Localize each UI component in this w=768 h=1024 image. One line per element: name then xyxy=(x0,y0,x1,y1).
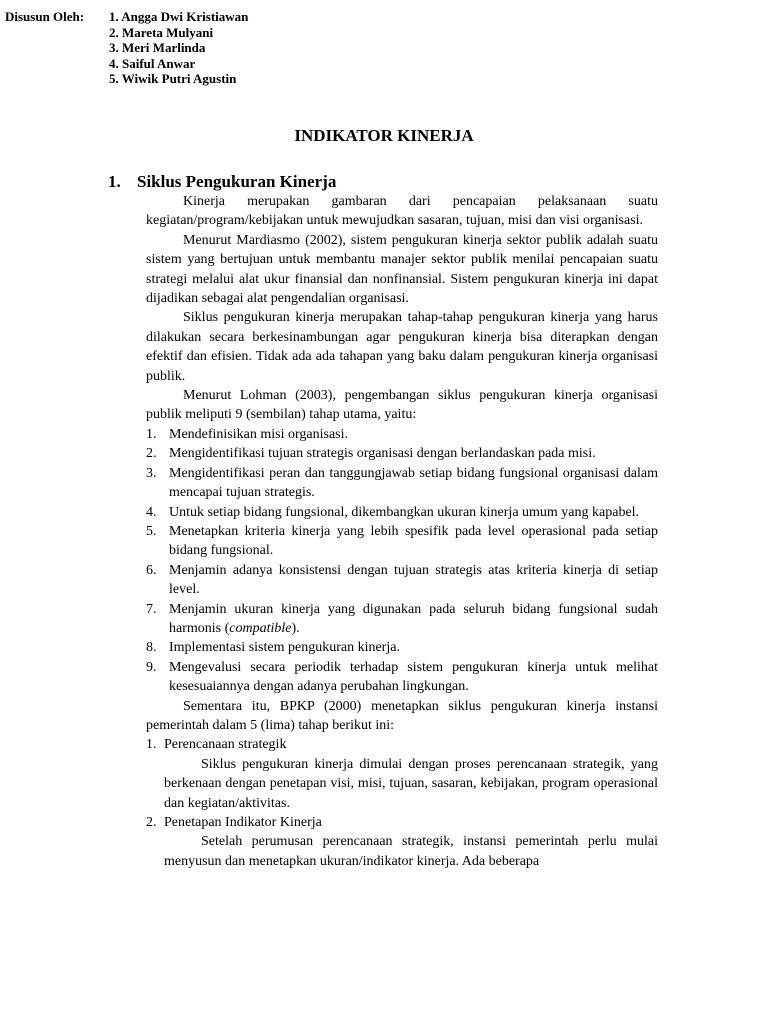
list-number: 5. xyxy=(146,523,157,539)
document-body xyxy=(146,192,658,871)
author-name: 2. Mareta Mulyani xyxy=(109,24,214,40)
list-text: Mengidentifikasi peran dan tanggungjawab setiap bidang fungsional organisasi dalam mencapai tujuan strategis. xyxy=(169,465,658,501)
list-item xyxy=(146,600,658,639)
list-text: Implementasi sistem pengukuran kinerja. xyxy=(169,640,400,656)
list-text: Untuk setiap bidang fungsional, dikembangkan ukuran kinerja umum yang kapabel. xyxy=(169,504,640,520)
paragraph: Menurut Mardiasmo (2002), sistem pengukuran kinerja sektor publik adalah suatu sistem yang bertujuan untuk membantu manajer sektor publik menilai pencapaian suatu strategi melalui alat ukur finansial dan nonfinansial. Sistem pengukuran kinerja ini dapat dijadikan sebagai alat pengendalian organisasi. xyxy=(146,232,658,307)
list-number: 2. xyxy=(146,815,157,830)
list-item xyxy=(146,425,658,444)
paragraph: Menurut Lohman (2003), pengembangan siklus pengukuran kinerja organisasi publik meliputi 9 (sembilan) tahap utama, yaitu: xyxy=(146,388,658,423)
author-name: 3. Meri Marlinda xyxy=(109,40,206,55)
list-number: 8. xyxy=(146,640,157,656)
list-item xyxy=(146,522,658,561)
list-item xyxy=(146,464,658,503)
list-item xyxy=(146,444,658,463)
author-row xyxy=(5,71,248,87)
list-number: 6. xyxy=(146,562,157,578)
author-row xyxy=(5,9,248,25)
list-item xyxy=(146,735,658,813)
author-row xyxy=(5,25,248,41)
list-body: Siklus pengukuran kinerja dimulai dengan proses perencanaan strategik, yang berkenaan dengan penetapan visi, misi, tujuan, sasaran, kebijakan, program operasional dan kegiatan/aktivitas. xyxy=(164,756,658,811)
author-name: 1. Angga Dwi Kristiawan xyxy=(109,9,249,24)
list-item xyxy=(146,813,658,871)
author-row xyxy=(5,40,248,56)
list-label: Perencanaan strategik xyxy=(164,737,287,753)
authors-block xyxy=(5,9,248,87)
author-row xyxy=(5,56,248,72)
list-item xyxy=(146,561,658,600)
section-title: Siklus Pengukuran Kinerja xyxy=(137,172,337,191)
list-text-emphasis: compatible xyxy=(229,620,292,636)
document-title: INDIKATOR KINERJA xyxy=(294,126,474,145)
list-label: Penetapan Indikator Kinerja xyxy=(164,815,322,830)
list-text: Mengevalusi secara periodik terhadap sistem pengukuran kinerja untuk melihat kesesuaiannya dengan adanya perubahan lingkungan. xyxy=(169,659,658,695)
list-item xyxy=(146,638,658,657)
list-number: 7. xyxy=(146,601,157,617)
list-body: Setelah perumusan perencanaan strategik, instansi pemerintah perlu mulai menyusun dan menetapkan ukuran/indikator kinerja. Ada beberapa xyxy=(164,834,658,869)
list-text: Menjamin adanya konsistensi dengan tujuan strategis atas kriteria kinerja di setiap level. xyxy=(169,562,658,598)
list-item xyxy=(146,503,658,522)
list-number: 1. xyxy=(146,426,157,442)
authors-label: Disusun Oleh: xyxy=(5,9,85,24)
list-text: Mengidentifikasi tujuan strategis organisasi dengan berlandaskan pada misi. xyxy=(169,446,596,462)
list-number: 2. xyxy=(146,446,157,462)
bpkp-steps-list xyxy=(146,735,658,871)
list-text xyxy=(169,600,658,639)
paragraph: Sementara itu, BPKP (2000) menetapkan siklus pengukuran kinerja instansi pemerintah dalam 5 (lima) tahap berikut ini: xyxy=(146,698,658,733)
lohman-steps-list xyxy=(146,425,658,697)
section-number: 1. xyxy=(108,172,121,191)
author-name: 5. Wiwik Putri Agustin xyxy=(109,71,237,86)
list-text: Mendefinisikan misi organisasi. xyxy=(169,426,348,442)
list-number: 1. xyxy=(146,737,157,753)
list-text-part: ). xyxy=(291,620,300,636)
paragraph: Kinerja merupakan gambaran dari pencapaian pelaksanaan suatu kegiatan/program/kebijakan untuk mewujudkan sasaran, tujuan, misi dan visi organisasi. xyxy=(146,194,658,229)
list-number: 4. xyxy=(146,504,157,520)
list-text-part: Menjamin ukuran kinerja yang digunakan pada seluruh bidang fungsional sudah harmonis ( xyxy=(169,601,658,636)
list-item xyxy=(146,658,658,697)
section-heading xyxy=(108,172,336,192)
list-number: 9. xyxy=(146,659,157,675)
paragraph: Siklus pengukuran kinerja merupakan tahap-tahap pengukuran kinerja yang harus dilakukan secara berkesinambungan agar pengukuran kinerja bisa diterapkan dengan efektif dan efisien. Tidak ada ada tahapan yang baku dalam pengukuran kinerja organisasi publik. xyxy=(146,310,658,384)
list-text: Menetapkan kriteria kinerja yang lebih spesifik pada level operasional pada setiap bidang fungsional. xyxy=(169,523,658,559)
author-name: 4. Saiful Anwar xyxy=(109,55,196,71)
list-number: 3. xyxy=(146,465,157,481)
